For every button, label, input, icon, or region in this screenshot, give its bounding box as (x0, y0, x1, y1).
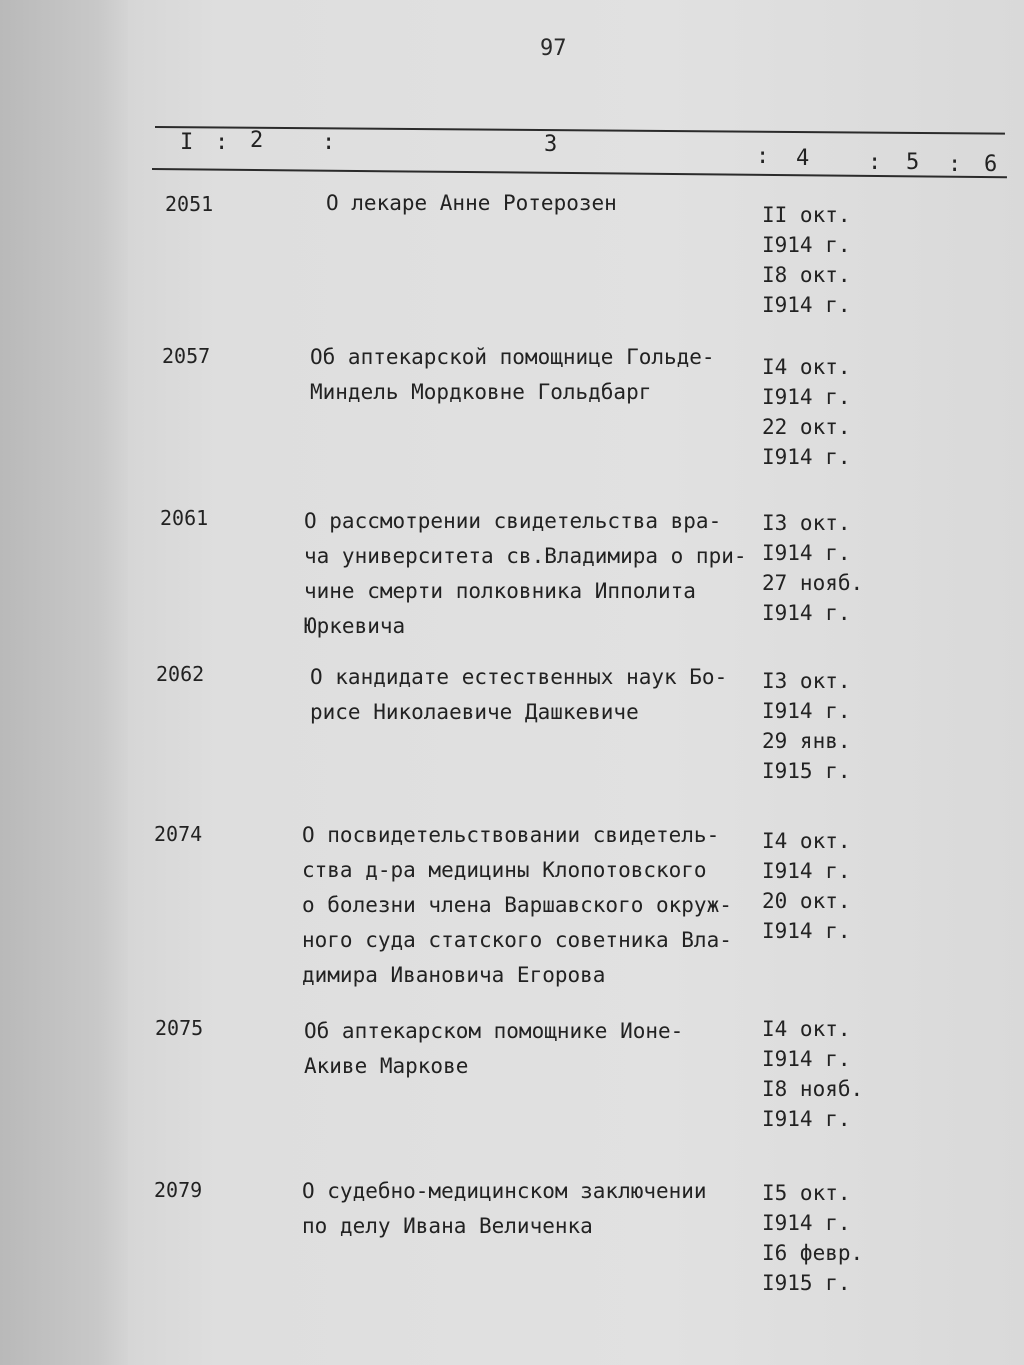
end-year: I915 г. (762, 759, 851, 783)
start-year: I914 г. (762, 233, 851, 257)
end-year: I914 г. (762, 1107, 851, 1131)
end-date: I6 февр. (762, 1241, 864, 1265)
end-year: I914 г. (762, 919, 851, 943)
start-date: I3 окт. (762, 511, 851, 535)
record-dates (762, 200, 882, 320)
record-number: 2051 (165, 192, 214, 216)
end-date: 22 окт. (762, 415, 851, 439)
column-separator: : (948, 152, 962, 177)
start-date: I5 окт. (762, 1181, 851, 1205)
column-header-5: 5 (906, 150, 920, 175)
column-header-1: I (180, 130, 194, 155)
end-date: I8 окт. (762, 263, 851, 287)
start-year: I914 г. (762, 859, 851, 883)
record-number: 2079 (154, 1178, 203, 1202)
record-title: О лекаре Анне Ротерозен (326, 191, 617, 215)
record-title: О кандидате естественных наук Бо- рисе Николаевиче Дашкевиче (310, 665, 728, 724)
record-dates (762, 666, 882, 786)
start-year: I914 г. (762, 699, 851, 723)
start-date: I4 окт. (762, 355, 851, 379)
record-number: 2074 (154, 822, 203, 846)
record-dates (762, 826, 882, 946)
column-header-3: 3 (544, 132, 558, 157)
start-year: I914 г. (762, 1211, 851, 1235)
start-year: I914 г. (762, 1047, 851, 1071)
column-header-6: 6 (984, 152, 998, 177)
end-year: I915 г. (762, 1271, 851, 1295)
record-title: О рассмотрении свидетельства вра- ча университета св.Владимира о при- чине смерти полковника Ипполита Юркевича (304, 509, 747, 638)
column-separator: : (868, 150, 882, 175)
record-dates (762, 352, 882, 472)
column-separator: : (322, 130, 336, 155)
record-number: 2061 (160, 506, 209, 530)
end-year: I914 г. (762, 445, 851, 469)
start-date: II окт. (762, 203, 851, 227)
record-dates (762, 1178, 882, 1298)
start-year: I914 г. (762, 541, 851, 565)
start-date: I4 окт. (762, 1017, 851, 1041)
record-title: Об аптекарском помощнике Ионе- Акиве Маркове (304, 1019, 684, 1078)
end-date: 29 янв. (762, 729, 851, 753)
start-date: I3 окт. (762, 669, 851, 693)
column-separator: : (756, 144, 770, 169)
left-page-edge (0, 0, 140, 1365)
record-number: 2075 (155, 1016, 204, 1040)
column-header-2: 2 (250, 128, 264, 153)
end-date: I8 нояб. (762, 1077, 864, 1101)
end-year: I914 г. (762, 601, 851, 625)
record-title: О посвидетельствовании свидетель- ства д-ра медицины Клопотовского о болезни члена Варшавского окруж- ного суда статского советника Вла- димира Ивановича Егорова (302, 823, 732, 987)
end-year: I914 г. (762, 293, 851, 317)
record-title: О судебно-медицинском заключении по делу Ивана Величенка (302, 1179, 707, 1238)
record-number: 2062 (156, 662, 205, 686)
record-dates (762, 508, 882, 628)
start-date: I4 окт. (762, 829, 851, 853)
record-dates (762, 1014, 882, 1134)
end-date: 27 нояб. (762, 571, 864, 595)
column-separator: : (215, 130, 229, 155)
end-date: 20 окт. (762, 889, 851, 913)
record-number: 2057 (162, 344, 211, 368)
start-year: I914 г. (762, 385, 851, 409)
record-title: Об аптекарской помощнице Гольде- Миндель Мордковне Гольдбарг (310, 345, 715, 404)
page-number: 97 (540, 36, 567, 61)
column-header-4: 4 (796, 146, 810, 171)
